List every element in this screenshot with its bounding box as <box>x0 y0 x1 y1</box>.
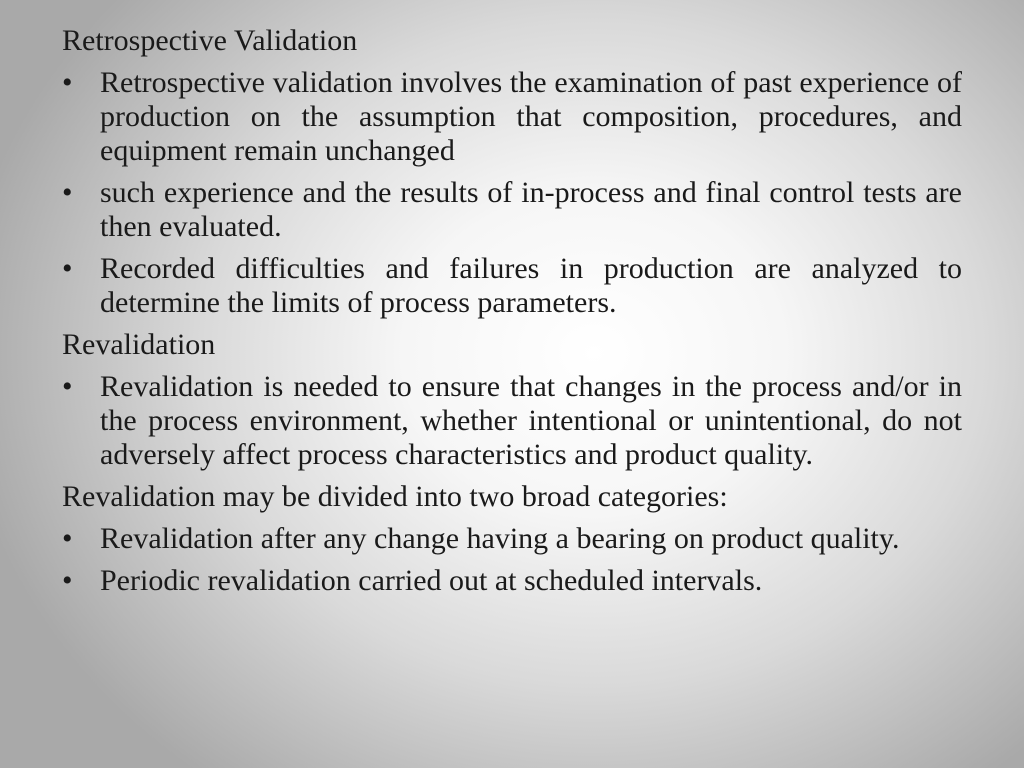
section-revalidation-categories <box>62 480 962 598</box>
bullet-list <box>62 66 962 320</box>
bullet-marker: • <box>62 252 73 285</box>
bullet-list <box>62 522 962 598</box>
bullet-item <box>62 252 962 320</box>
section-heading: Revalidation may be divided into two broad categories: <box>62 480 728 513</box>
bullet-marker: • <box>62 176 73 209</box>
slide-content <box>62 24 962 606</box>
bullet-marker: • <box>62 564 73 597</box>
bullet-text: Recorded difficulties and failures in production are analyzed to determine the limits of process parameters. <box>100 252 962 319</box>
bullet-text: Periodic revalidation carried out at scheduled intervals. <box>100 564 763 597</box>
section-heading: Retrospective Validation <box>62 24 358 57</box>
section-heading: Revalidation <box>62 328 216 361</box>
bullet-list <box>62 370 962 472</box>
bullet-text: Revalidation is needed to ensure that changes in the process and/or in the process environment, whether intentional or unintentional, do not adversely affect process characteristics and product quality. <box>100 370 962 471</box>
bullet-marker: • <box>62 522 73 555</box>
bullet-text: such experience and the results of in-process and final control tests are then evaluated. <box>100 176 962 243</box>
bullet-marker: • <box>62 66 73 99</box>
bullet-marker: • <box>62 370 73 403</box>
section-retrospective-validation <box>62 24 962 320</box>
bullet-item <box>62 66 962 168</box>
bullet-item <box>62 522 962 556</box>
section-revalidation <box>62 328 962 472</box>
bullet-text: Revalidation after any change having a bearing on product quality. <box>100 522 900 555</box>
bullet-item <box>62 564 962 598</box>
bullet-item <box>62 176 962 244</box>
bullet-text: Retrospective validation involves the examination of past experience of production on the assumption that composition, procedures, and equipment remain unchanged <box>100 66 962 167</box>
bullet-item <box>62 370 962 472</box>
